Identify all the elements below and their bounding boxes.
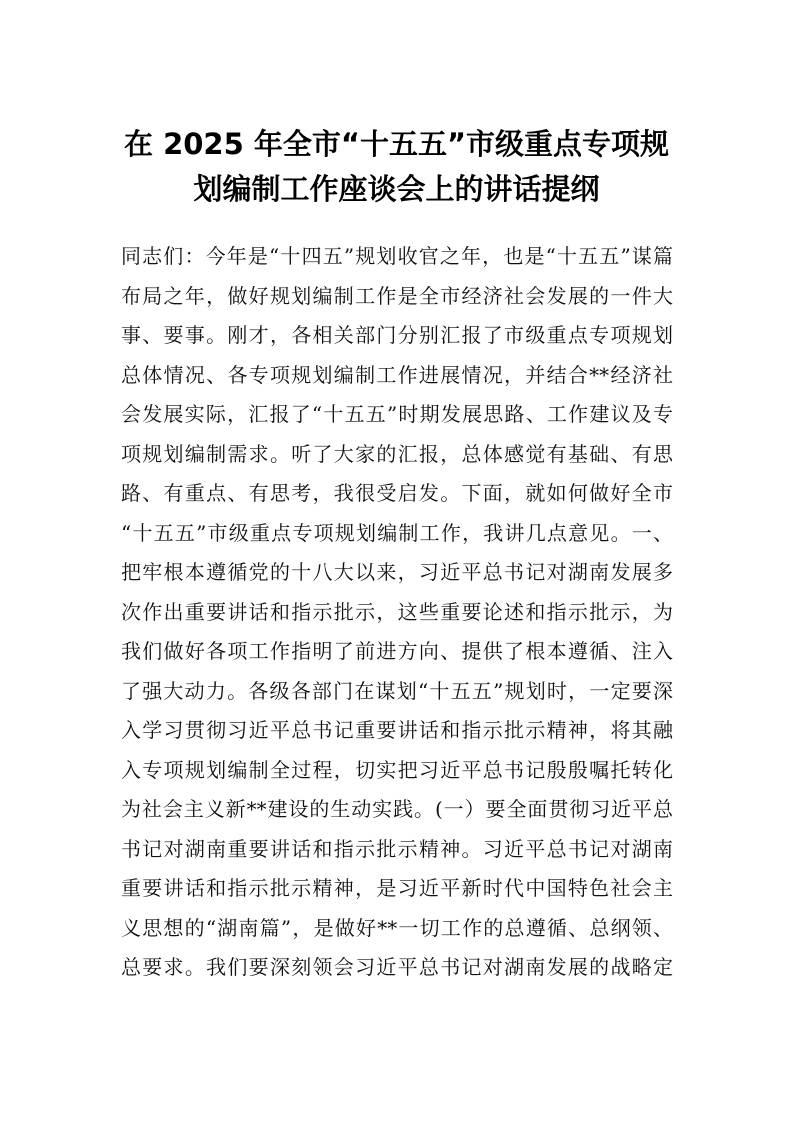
body-line: 次作出重要讲话和指示批示，这些重要论述和指示批示，为 (121, 599, 673, 624)
body-line: 项规划编制需求。听了大家的汇报，总体感觉有基础、有思 (121, 441, 673, 466)
body-line: 书记对湖南重要讲话和指示批示精神。习近平总书记对湖南 (121, 836, 673, 861)
body-line: 事、要事。刚才，各相关部门分别汇报了市级重点专项规划 (121, 323, 673, 347)
document-body (121, 237, 673, 988)
body-line: 入专项规划编制全过程，切实把习近平总书记殷殷嘱托转化 (121, 757, 673, 782)
body-line: 我们做好各项工作指明了前进方向、提供了根本遵循、注入 (121, 639, 673, 663)
body-line: 总体情况、各专项规划编制工作进展情况，并结合**经济社 (121, 362, 673, 387)
body-line: 为社会主义新**建设的生动实践。(一）要全面贯彻习近平总 (121, 797, 673, 821)
body-line: 同志们：今年是“十四五”规划收官之年，也是“十五五”谋篇 (121, 244, 673, 268)
body-line: 义思想的“湖南篇”，是做好**一切工作的总遵循、总纲领、 (121, 915, 673, 940)
body-line: 了强大动力。各级各部门在谋划“十五五”规划时，一定要深 (121, 678, 673, 703)
body-line: 重要讲话和指示批示精神，是习近平新时代中国特色社会主 (121, 876, 673, 900)
body-line: 路、有重点、有思考，我很受启发。下面，就如何做好全市 (121, 481, 673, 505)
title-line: 在 2025 年全市“十五五”市级重点专项规 (123, 127, 670, 161)
body-line: 入学习贯彻习近平总书记重要讲话和指示批示精神，将其融 (121, 718, 673, 742)
body-line: 会发展实际，汇报了“十五五”时期发展思路、工作建议及专 (121, 402, 673, 426)
body-line: 总要求。我们要深刻领会习近平总书记对湖南发展的战略定 (121, 955, 673, 979)
document-title (110, 122, 683, 212)
body-line: 布局之年，做好规划编制工作是全市经济社会发展的一件大 (121, 283, 673, 308)
body-line: 把牢根本遵循党的十八大以来，习近平总书记对湖南发展多 (121, 560, 673, 584)
body-line: “十五五”市级重点专项规划编制工作，我讲几点意见。一、 (121, 520, 673, 545)
title-line: 划编制工作座谈会上的讲话提纲 (193, 172, 600, 206)
